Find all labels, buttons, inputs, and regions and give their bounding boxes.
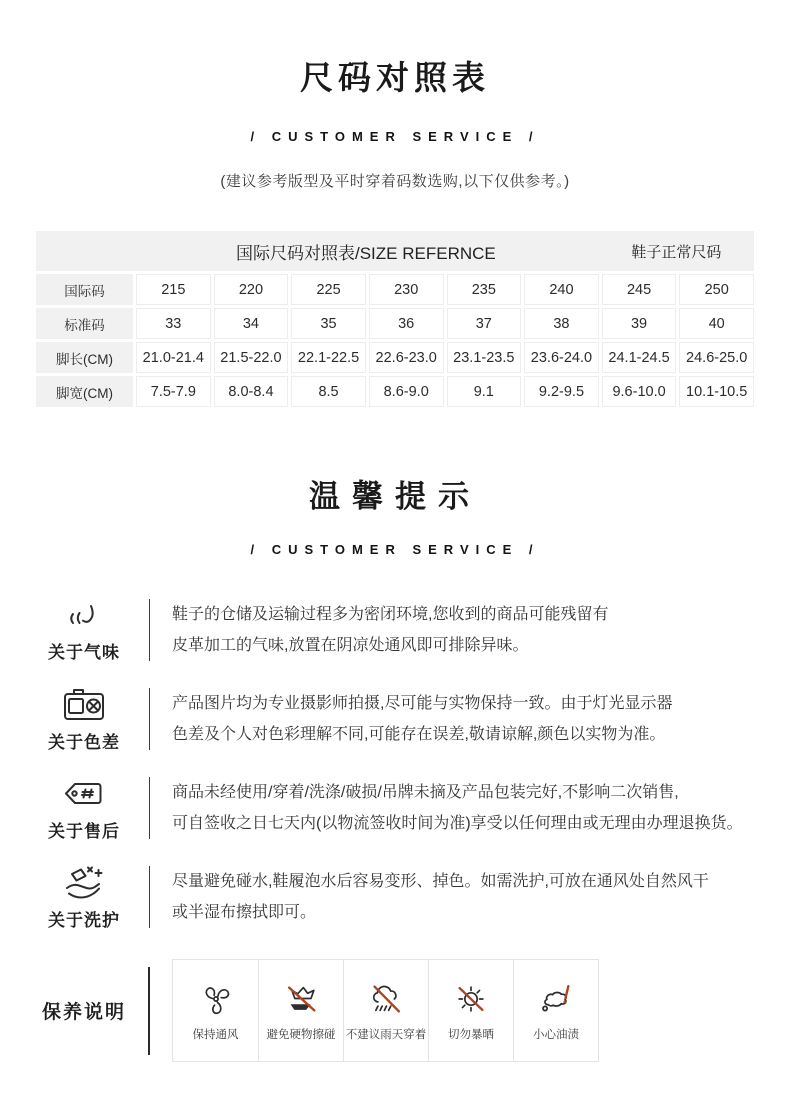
row-label: 脚长(CM) [36, 342, 133, 373]
tip-text-line: 产品图片均为专业摄影师拍摄,尽可能与实物保持一致。由于灯光显示器 [172, 694, 673, 712]
table-cell: 21.5-22.0 [214, 342, 289, 373]
tip-odor [0, 585, 790, 674]
care-cell-no-hard-objects [258, 960, 343, 1061]
table-cell: 24.1-24.5 [602, 342, 677, 373]
tip-after-sales [0, 763, 790, 852]
care-cell-label: 切勿暴晒 [448, 1028, 494, 1041]
size-table [36, 231, 754, 407]
table-cell: 23.1-23.5 [447, 342, 522, 373]
smell-icon [61, 597, 107, 633]
table-cell: 39 [602, 308, 677, 339]
price-tag-icon [61, 774, 107, 812]
size-table-header [36, 231, 754, 271]
tip-label: 关于洗护 [48, 910, 120, 930]
customer-service-tagline: / CUSTOMER SERVICE / [250, 129, 540, 144]
table-cell: 220 [214, 274, 289, 305]
divider [149, 777, 150, 839]
care-cell-label: 不建议雨天穿着 [345, 1028, 427, 1041]
table-cell: 36 [369, 308, 444, 339]
divider [149, 866, 150, 928]
care-cell-oil-stains [513, 960, 598, 1061]
size-chart-title: 尺码对照表 [300, 59, 490, 96]
row-label: 国际码 [36, 274, 133, 305]
oil-stain-icon [537, 980, 575, 1018]
tip-text-line: 可自签收之日七天内(以物流签收时间为准)享受以任何理由或无理由办理退换货。 [172, 814, 743, 832]
table-cell: 225 [291, 274, 366, 305]
tip-color-difference [0, 674, 790, 763]
table-cell: 9.2-9.5 [524, 376, 599, 407]
table-row-foot-length [36, 342, 754, 373]
tip-text-line: 或半湿布擦拭即可。 [172, 903, 317, 921]
size-chart-section [0, 0, 790, 407]
table-cell: 235 [447, 274, 522, 305]
table-cell: 8.0-8.4 [214, 376, 289, 407]
tips-list [0, 585, 790, 941]
table-cell: 240 [524, 274, 599, 305]
no-sun-icon [452, 980, 490, 1018]
table-cell: 230 [369, 274, 444, 305]
table-cell: 21.0-21.4 [136, 342, 211, 373]
tip-odor-text [172, 599, 608, 661]
table-cell: 35 [291, 308, 366, 339]
table-cell: 7.5-7.9 [136, 376, 211, 407]
care-instructions-label: 保养说明 [41, 1002, 126, 1023]
table-row-foot-width [36, 376, 754, 407]
tip-text-line: 色差及个人对色彩理解不同,可能存在误差,敬请谅解,颜色以实物为准。 [172, 725, 666, 743]
size-table-header-right: 鞋子正常尺码 [631, 243, 722, 261]
table-cell: 245 [602, 274, 677, 305]
table-cell: 23.6-24.0 [524, 342, 599, 373]
table-cell: 37 [447, 308, 522, 339]
care-instructions [28, 959, 790, 1062]
tip-washing-care [0, 852, 790, 941]
table-cell: 33 [136, 308, 211, 339]
hand-wash-icon [61, 863, 107, 901]
table-cell: 40 [679, 308, 754, 339]
tip-color-left [28, 685, 140, 753]
divider [149, 688, 150, 750]
tip-washing-text [172, 866, 709, 928]
tip-after-sales-left [28, 774, 140, 842]
care-cell-label: 小心油渍 [533, 1028, 579, 1041]
table-cell: 8.6-9.0 [369, 376, 444, 407]
divider [148, 967, 150, 1055]
warm-tips-section [0, 471, 790, 1062]
tip-label: 关于色差 [48, 732, 120, 752]
care-cell-label: 避免硬物擦碰 [266, 1028, 336, 1041]
camera-icon [61, 685, 107, 723]
tip-odor-left [28, 597, 140, 663]
tip-label: 关于气味 [48, 642, 120, 662]
warm-tips-title: 温馨提示 [309, 479, 481, 514]
size-table-header-left: 国际尺码对照表/SIZE REFERNCE [236, 243, 496, 263]
tip-label: 关于售后 [48, 821, 120, 841]
table-cell: 22.1-22.5 [291, 342, 366, 373]
no-rain-icon [367, 980, 405, 1018]
care-cell-no-rain [343, 960, 428, 1061]
table-row-standard [36, 308, 754, 339]
table-cell: 215 [136, 274, 211, 305]
tip-text-line: 鞋子的仓储及运输过程多为密闭环境,您收到的商品可能残留有 [172, 605, 609, 623]
tip-after-sales-text [172, 777, 743, 839]
tip-text-line: 皮革加工的气味,放置在阴凉处通风即可排除异味。 [172, 636, 529, 654]
row-label: 脚宽(CM) [36, 376, 133, 407]
table-cell: 24.6-25.0 [679, 342, 754, 373]
care-cell-no-sun [428, 960, 513, 1061]
tip-text-line: 尽量避免碰水,鞋履泡水后容易变形、掉色。如需洗护,可放在通风处自然风干 [172, 872, 709, 890]
care-icon-grid [172, 959, 599, 1062]
table-cell: 8.5 [291, 376, 366, 407]
table-cell: 34 [214, 308, 289, 339]
table-cell: 38 [524, 308, 599, 339]
table-cell: 9.1 [447, 376, 522, 407]
divider [149, 599, 150, 661]
fan-icon [197, 980, 235, 1018]
customer-service-tagline: / CUSTOMER SERVICE / [250, 542, 540, 557]
tip-washing-left [28, 863, 140, 931]
no-hard-object-icon [282, 980, 320, 1018]
care-cell-label: 保持通风 [192, 1028, 239, 1041]
table-cell: 9.6-10.0 [602, 376, 677, 407]
size-chart-note: (建议参考版型及平时穿着码数选购,以下仅供参考。) [220, 173, 570, 190]
table-row-international [36, 274, 754, 305]
tip-color-text [172, 688, 672, 750]
care-cell-ventilation [173, 960, 258, 1061]
table-cell: 22.6-23.0 [369, 342, 444, 373]
tip-text-line: 商品未经使用/穿着/洗涤/破损/吊牌未摘及产品包装完好,不影响二次销售, [172, 783, 679, 801]
table-cell: 10.1-10.5 [679, 376, 754, 407]
row-label: 标准码 [36, 308, 133, 339]
table-cell: 250 [679, 274, 754, 305]
